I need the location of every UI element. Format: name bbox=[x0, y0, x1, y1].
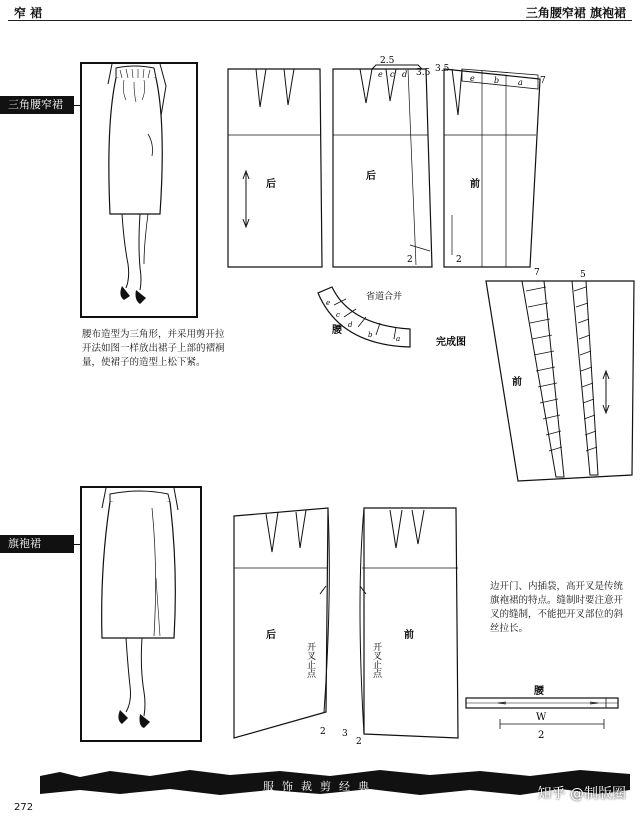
back-pattern-1 bbox=[228, 69, 322, 267]
label-w-divisor: 2 bbox=[538, 730, 545, 741]
back-pattern-2 bbox=[333, 65, 432, 267]
letter-band-b: b bbox=[368, 331, 373, 339]
label-front-qipao: 前 bbox=[404, 630, 414, 641]
label-finished: 完成图 bbox=[436, 337, 466, 348]
letter-band-c: c bbox=[336, 311, 340, 319]
letter-front-e: e bbox=[470, 74, 475, 83]
dim-2-c: 2 bbox=[320, 727, 326, 737]
finished-front-pattern bbox=[486, 281, 634, 481]
dim-7-b: 7 bbox=[534, 268, 540, 278]
dim-3-5-a: 3.5 bbox=[416, 68, 431, 78]
footer-band-text: 服饰裁剪经典 bbox=[263, 780, 377, 793]
label-back-qipao: 后 bbox=[266, 630, 276, 641]
letter-band-d: d bbox=[348, 321, 353, 329]
label-waistband-1: 腰 bbox=[332, 325, 342, 336]
label-slit-front: 开叉止点 bbox=[371, 642, 381, 678]
dim-2-b: 2 bbox=[456, 255, 462, 265]
letter-front-a: a bbox=[518, 78, 523, 87]
back-pattern-qipao bbox=[234, 508, 329, 738]
label-waistband-2: 腰 bbox=[534, 686, 544, 697]
skirt-illustration-1 bbox=[82, 64, 196, 316]
section-note-2: 边开门、内插袋，高开叉是传统旗袍裙的特点。缝制时要注意开叉的缝制，不能把开叉部位的斜丝拉长。 bbox=[490, 581, 624, 634]
label-front-1: 前 bbox=[470, 179, 480, 190]
letter-band-e: e bbox=[326, 299, 331, 307]
label-dart-merge: 省道合并 bbox=[366, 292, 403, 302]
dim-7-a: 7 bbox=[540, 76, 546, 86]
section-note-1: 腰布造型为三角形，并采用剪开拉开法如图一样放出裙子上部的褶裥量，使裙子的造型上松下紧。 bbox=[82, 329, 225, 368]
letter-back-c: c bbox=[390, 70, 395, 79]
page-number: 272 bbox=[14, 802, 34, 813]
skirt-illustration-2 bbox=[82, 488, 200, 740]
dim-3-5-b: 3.5 bbox=[435, 64, 450, 74]
dim-2-a: 2 bbox=[407, 255, 413, 265]
dim-3: 3 bbox=[342, 729, 348, 739]
illustration-frame-1 bbox=[80, 62, 198, 318]
letter-back-e: e bbox=[378, 70, 383, 79]
label-w: W bbox=[536, 712, 547, 723]
dim-2-d: 2 bbox=[356, 737, 362, 747]
illustration-frame-2 bbox=[80, 486, 202, 742]
watermark: 知乎 @制版圈 bbox=[537, 786, 626, 802]
label-slit-back: 开叉止点 bbox=[305, 642, 315, 678]
pattern-diagram-1 bbox=[200, 55, 640, 495]
section-label-sanjiao: 三角腰窄裙 bbox=[0, 96, 74, 114]
label-back-1: 后 bbox=[266, 179, 276, 190]
letter-front-b: b bbox=[494, 76, 500, 85]
label-front-finished: 前 bbox=[512, 377, 522, 388]
front-pattern-qipao bbox=[360, 508, 458, 738]
dim-5: 5 bbox=[580, 270, 586, 280]
front-pattern-1 bbox=[444, 69, 540, 267]
letter-band-a: a bbox=[396, 335, 401, 343]
label-back-2: 后 bbox=[366, 171, 376, 182]
page-header-left: 窄 裙 bbox=[14, 6, 43, 20]
section-label-qipao: 旗袍裙 bbox=[0, 535, 74, 553]
dim-2-5: 2.5 bbox=[380, 56, 395, 66]
header-rule bbox=[8, 20, 632, 21]
page-header-right: 三角腰窄裙 旗袍裙 bbox=[525, 6, 626, 20]
letter-back-d: d bbox=[402, 70, 408, 79]
